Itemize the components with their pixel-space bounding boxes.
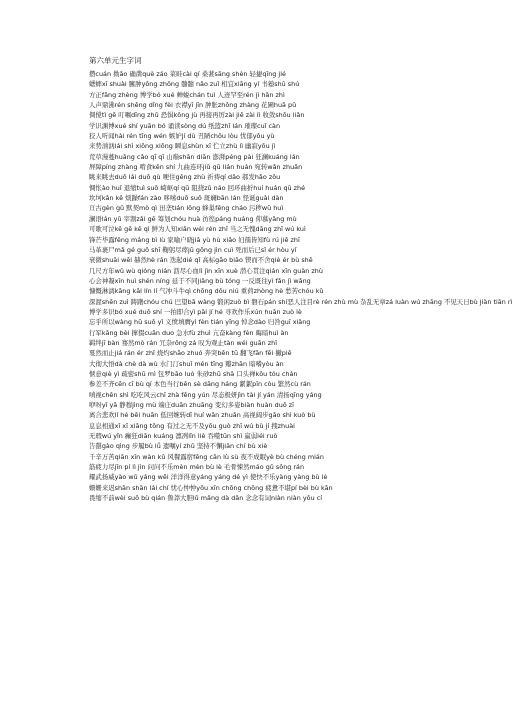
vocabulary-line: 澜语lán yǔ 宰割zǎi gē 筹划chóu huà 彷徨páng huáng 仰慕yǎng mù [89, 214, 297, 223]
vocabulary-line: 学识渊博xué shí yuān bó 诵读sòng dú 纸篮zhǐ lán 璀璨cuǐ càn [89, 121, 281, 130]
vocabulary-line: 几尺方年wǔ wù qióng nián 沥尽心血lì jìn xīn xuè 潜心贯注qián xīn guàn zhù [89, 266, 323, 275]
vocabulary-line: 可歌可泣kě gē kě qì 鲜为人知xiǎn wéi rén zhī 当之无愧dāng zhī wú kuì [89, 225, 306, 234]
vocabulary-line: 眺来眺去duō lái duō qù 哽住gěng zhù 祈祷qí dǎo 郝发hǎo zǒu [89, 173, 281, 182]
vocabulary-line: 千辛万苦qiān xīn wàn kǔ 风餐露宿fēng cān lù sù 夜不成眠yè bù chéng mián [89, 452, 324, 461]
vocabulary-line: 惬意qiè yì 疏密shū mì 包罗bāo luó 朱砂zhū shā 口头禅kǒu tóu chán [89, 369, 298, 378]
vocabulary-line: 坎坷kǎn kě 烦躁fán zào 哆嗦duō suō 斑斓bān lán 怪诞guài dàn [89, 194, 284, 203]
document-title: 第六单元生字词 [89, 56, 142, 65]
vocabulary-line: 亘古gèn gǔ 默契mò qì 田垄tián lǒng 蜂巢fēng cháo 污秽wū huì [89, 204, 284, 213]
vocabulary-line: 息息相通xī xī xiāng tōng 有过之无不及yǒu guò zhī wú bù jí 拽zhuài [89, 421, 295, 430]
vocabulary-line: 博学多识bó xué duō shí 一拍即合yì pāi jí hé 寻欢作乐xún huān zuò lè [89, 307, 302, 316]
vocabulary-line: 大彻大悟dà chè dà wù 水门汀shuǐ mén tīng 瓣zhān 暗嗜yòu àn [89, 359, 284, 368]
vocabulary-line: 衰微shuāi wēi 赫然hè rán 迭起dié qǐ 高标gāo biāo 锲而不舍qiè ér bù shě [89, 256, 313, 265]
vocabulary-line: 深渥shēn zuì 踌躇chóu chú 巴望bā wàng 锻闲zuò bì 磐石pán shí恶人注目rè rén zhù mù 杂乱无章zá luàn wú zhāng 不见天日bù jiàn tiān rì [89, 297, 512, 306]
vocabulary-line: 荒草漫蔓huāng cǎo qī qī 山巅shān diān 澎湃péng pài 狂澜kuáng lán [89, 152, 300, 161]
vocabulary-line: 行军kāng bèi 撺掇cuān duo 急水fù zhuì 亢奋kàng fèn 晦暗huì àn [89, 328, 289, 337]
vocabulary-line: 人声鼎沸rén shēng dǐng fèi 衣襟yī jīn 肿胀zhǒng zhàng 花圃huā pǔ [89, 101, 297, 110]
vocabulary-line: 戛然而止jiá rán ér zhǐ 烧灼shāo zhuó 奔突bēn tū 翻飞fān fēi 撇piē [89, 349, 292, 358]
vocabulary-line: 咿呀yī yā 静穆jìng mù 端庄duān zhuāng 变幻多姿biàn huàn duō zī [89, 401, 294, 409]
vocabulary-line: 耀武扬威yào wǔ yáng wēi 洋洋得意yáng yáng dé yì 使快不乐yàng yàng bù lè [89, 473, 328, 482]
vocabulary-line: 狡人听闻hài rén tīng wén 嫉妒jí dù 丑陋chǒu lòu 忧郁yōu yù [89, 132, 275, 141]
vocabulary-line: 畏缩不前wèi suō bù qián 鲁莽大胆lǔ mǎng dà dǎn 念念有词niàn niàn yǒu cí [89, 494, 323, 503]
vocabulary-line: 姗姗来迟shān shān lái chí 忧心忡忡yōu xīn chōng chōng 疲惫不堪pí bèi bù kān [89, 483, 333, 492]
vocabulary-line: 马革裹尸mǎ gé guǒ shī 鞠躬尽瘁jū gōng jìn cuì 死而后已sǐ ér hòu yǐ [89, 245, 297, 254]
vocabulary-line: 方正fāng zhèng 博学bó xué 蝉蜕chán tuì 人迹罕至rén jì hǎn zhì [89, 90, 285, 99]
vocabulary-line: 锋芒毕露fēng máng bì lù 家喻户晓jiā yù hù xiǎo 妇孺皆知fù rú jiē zhī [89, 235, 300, 244]
vocabulary-line: 无瑕wú yǐn 癫狂diān kuáng 凛冽lǐn liè 吞噬tūn shì 羸弱léi ruò [89, 432, 278, 441]
vocabulary-list [89, 69, 512, 503]
vocabulary-line: 蟋蟀xī shuài 臃肿yōng zhǒng 髓髓 nǎo zuǐ 相宜xiāng yí 书塾shū shú [89, 80, 300, 89]
vocabulary-line: 倜傥tì gē 叮嘱dīng zhǔ 恐惧kǒng jù 再接再厉zài jiē zài lì 收敛shōu liǎn [89, 111, 305, 120]
vocabulary-line: 忘乎所以wàng hū suǒ yǐ 义愤填膺yì fèn tián yīng 悼念dào 归咎guī xiǎng [89, 318, 311, 327]
vocabulary-line: 嗔视chēn shì 吃吃风云chī zhà fēng yún 尽态极妍jìn tài jí yán 清扬qīng yáng [89, 390, 322, 399]
vocabulary-line: 筋疲力尽jīn pí lì jìn 问问不乐mèn mèn bù lè 毛骨悚然máo gǔ sǒng rán [89, 463, 305, 472]
vocabulary-line: 攒cuán 拗ǎo 确凿què záo 菜畦cài qí 桑葚sāng shèn 轻捷qīng jié [89, 70, 286, 78]
vocabulary-line: 来势汹汹lái shì xiōng xiōng 瞬息shùn xī 伫立zhù lì 幽寂yōu jì [89, 142, 276, 151]
vocabulary-line: 慷慨淋漓kāng kǎi lín lí 气冲斗牛qì chōng dǒu niú 重荷zhòng hè 愁苦chóu kǔ [89, 287, 324, 296]
vocabulary-line: 告罄gào qìng 步履bù lǚ 遗嘱yí zhǔ 坚持不懈jiān chí bù xiè [89, 442, 268, 451]
vocabulary-line: 离合悲欢lí hé bēi huān 低回婉转dī huí wǎn zhuǎn 高视阔步gāo shì kuò bù [89, 411, 316, 420]
vocabulary-line: 羁绊jī bàn 骞然mò rán 冗杂rǒng zá 叹为观止tàn wéi guān zhǐ [89, 338, 278, 347]
vocabulary-line: 参差不齐cēn cī bù qí 本色当行běn sè dāng háng 絮絮pīn còu 繁然cù rán [89, 380, 311, 389]
vocabulary-line: 屏障píng zhàng 啃食kěn shí 九曲连环jiǔ qū lián huán 宛转wǎn zhuǎn [89, 163, 303, 172]
vocabulary-line: 心会神凝xīn huì shén níng 延于不同jiǎng bù tóng 一反既往yì fǎn jì wǎng [89, 276, 311, 285]
vocabulary-line: 惆怅ào huǐ 退缩tuì suō 崎岖qí qū 阻挠zǔ náo 回环曲折huí huán qū zhé [89, 183, 306, 192]
